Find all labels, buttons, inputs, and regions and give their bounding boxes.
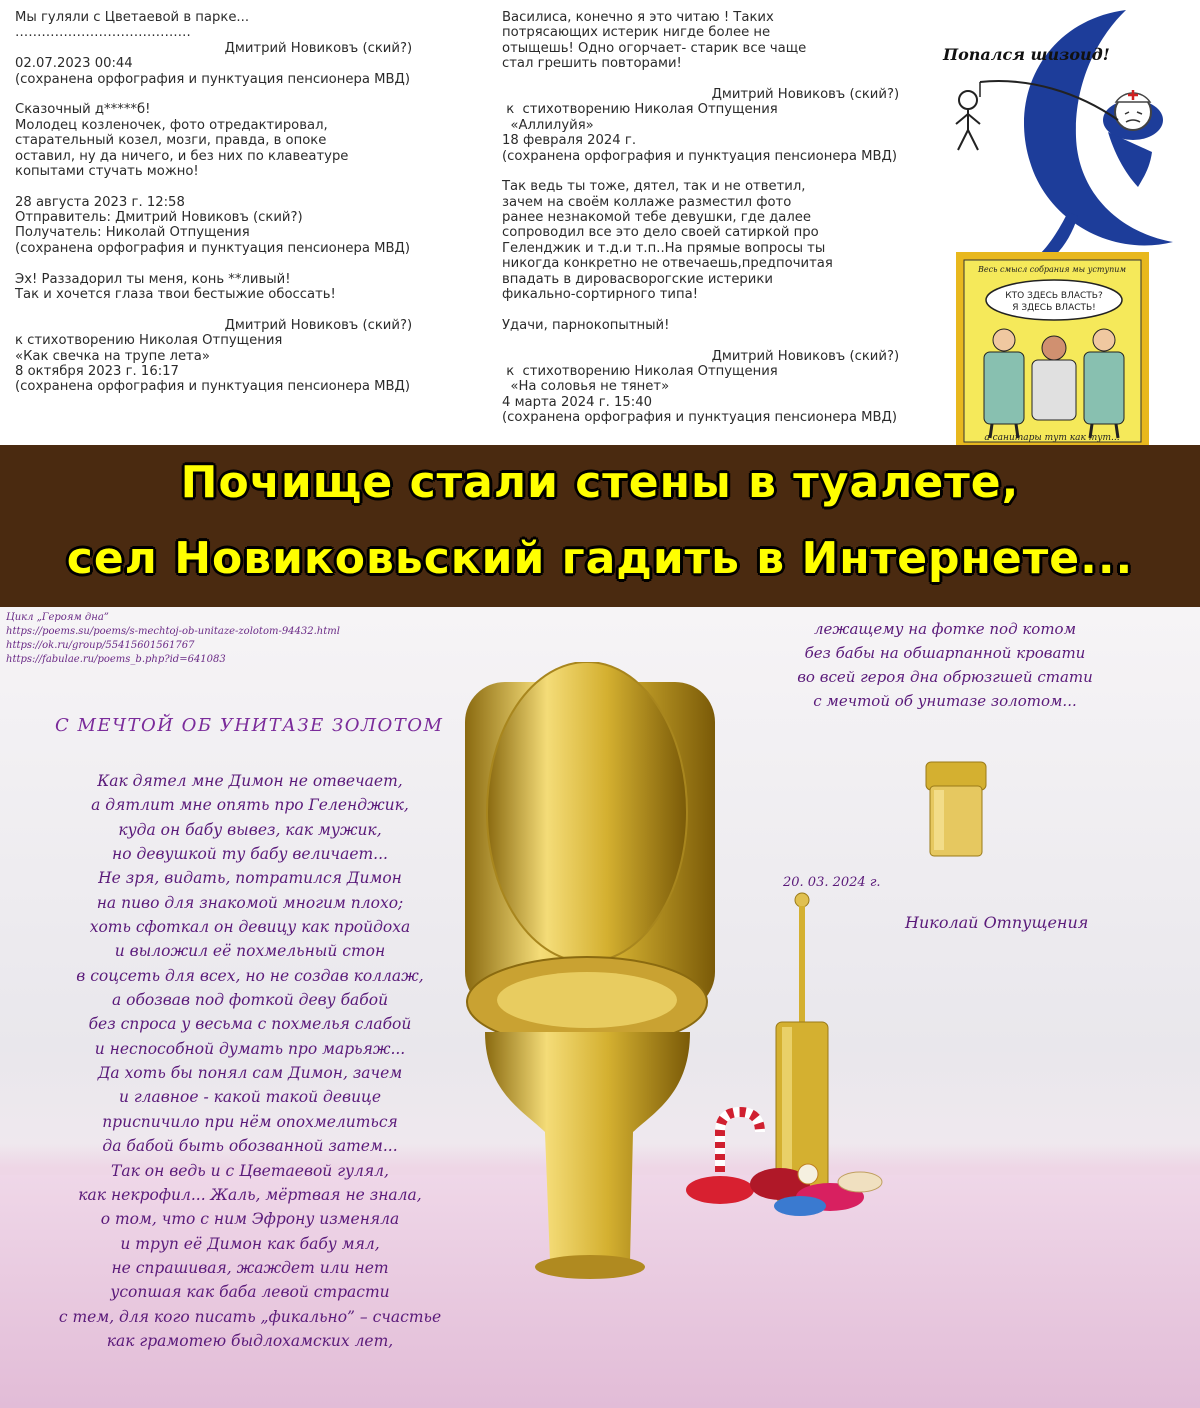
moon-fisherman-illustration — [938, 2, 1200, 260]
candies-icon — [680, 1102, 900, 1222]
poem-body — [10, 769, 490, 1353]
poem-line: с тем, для кого писать „фикально” – счастье — [58, 1307, 442, 1326]
poem-line: с мечтой об унитазе золотом... — [813, 692, 1077, 710]
comment-line: (сохранена орфография и пунктуация пенсионера МВД) — [502, 148, 898, 164]
cartoon-bubble-2: Я ЗДЕСЬ ВЛАСТЬ! — [1012, 303, 1096, 313]
comment-line: Геленджик и т.д.и т.п..На прямые вопросы ты — [502, 240, 826, 256]
comment-line: оставил, ну да ничего, и без них по клавеатуре — [15, 148, 349, 164]
comment-line: (сохранена орфография и пунктуация пенсионера МВД) — [15, 379, 411, 395]
comment-line: Отправитель: Дмитрий Новиковъ (ский?) — [15, 210, 303, 226]
comment-line: 02.07.2023 00:44 — [15, 56, 133, 72]
comment-line: 18 февраля 2024 г. — [502, 133, 637, 149]
comment-line: Сказочный д*****б! — [15, 102, 151, 118]
poem-line: не спрашивая, жаждет или нет — [111, 1258, 389, 1277]
comment-line: старательный козел, мозги, правда, в опоке — [15, 133, 327, 149]
poem-line: без спроса у весьма с похмелья слабой — [88, 1015, 412, 1034]
comment-line: Василиса, конечно я это читаю ! Таких — [502, 10, 774, 25]
poem-line: как грамотею быдлохамских лет, — [106, 1331, 394, 1350]
poem-line: да бабой быть обозванной затем... — [102, 1137, 398, 1156]
poem-line: как некрофил... Жаль, мёртвая не знала, — [78, 1185, 422, 1204]
poem-line: приспичило при нём опохмелиться — [102, 1112, 398, 1131]
comment-line: впадать в дировасворогские истерики — [502, 271, 773, 287]
poem-line: но девушкой ту бабу величает... — [112, 845, 388, 864]
poem-line: на пиво для знакомой многим плохо; — [96, 893, 404, 912]
cartoon-bottom-text: а санитары тут как тут... — [984, 433, 1120, 443]
link-line: Цикл „Героям дна” — [6, 612, 109, 623]
headline-banner — [0, 445, 1200, 607]
poem-line: и главное - какой такой девице — [118, 1088, 382, 1107]
comment-line — [502, 333, 932, 348]
poem-line: о том, что с ним Эфрону изменяла — [100, 1210, 400, 1229]
comment-line — [15, 179, 455, 194]
comment-line — [502, 302, 932, 317]
comment-line: Дмитрий Новиковъ (ский?) — [502, 86, 900, 102]
comment-line: …………………………………. — [15, 25, 191, 41]
comment-line: (сохранена орфография и пунктуация пенсионера МВД) — [15, 240, 411, 256]
poem-line: Не зря, видать, потратился Димон — [98, 869, 402, 888]
poem-line: Так он ведь и с Цветаевой гулял, — [111, 1161, 389, 1180]
comment-line: (сохранена орфография и пунктуация пенсионера МВД) — [502, 410, 898, 426]
comment-line: ранее незнакомой тебе девушки, где далее — [502, 210, 811, 226]
comment-line — [502, 164, 932, 179]
poem-title: С МЕЧТОЙ ОБ УНИТАЗЕ ЗОЛОТОМ — [55, 715, 444, 736]
poem-line: и неспособной думать про марьяж... — [94, 1039, 406, 1058]
toilet-paper-holder-icon — [922, 760, 990, 860]
comment-line: отыщешь! Одно огорчает- старик все чаще — [502, 40, 807, 56]
poem-line: а обозвав под фоткой деву бабой — [111, 991, 389, 1010]
comment-line: Удачи, парнокопытный! — [502, 317, 670, 333]
poem-line: лежащему на фотке под котом — [813, 620, 1077, 638]
poem-date: 20. 03. 2024 г. — [783, 875, 881, 890]
comment-line: Дмитрий Новиковъ (ский?) — [15, 40, 413, 56]
comment-line: сопроводил все это дело своей сатиркой про — [502, 225, 819, 241]
headline-line-2: сел Новиковьский гадить в Интернете... — [66, 533, 1134, 584]
comment-line: «Аллилуйя» — [502, 117, 594, 133]
poem-line: а дятлит мне опять про Геленджик, — [91, 796, 409, 815]
cartoon-bubble-1: КТО ЗДЕСЬ ВЛАСТЬ? — [1005, 291, 1103, 301]
comment-line — [15, 256, 455, 271]
poem-line: Как дятел мне Димон не отвечает, — [97, 772, 403, 790]
comment-line: Так ведь ты тоже, дятел, так и не ответил, — [502, 179, 806, 195]
comment-line: «Как свечка на трупе лета» — [15, 348, 210, 364]
left-comment-column — [15, 10, 455, 395]
comment-line: Дмитрий Новиковъ (ский?) — [502, 348, 900, 364]
comment-line — [15, 87, 455, 102]
comment-line: 4 марта 2024 г. 15:40 — [502, 394, 653, 410]
moon-caption: Попался шизоид! — [943, 45, 1110, 64]
comment-line: стал грешить повторами! — [502, 56, 682, 72]
headline-line-1: Почище стали стены в туалете, — [180, 457, 1020, 508]
link-line: https://ok.ru/group/55415601561767 — [6, 640, 195, 651]
poem-scene — [0, 607, 1200, 1408]
link-line: https://fabulae.ru/poems_b.php?id=641083 — [6, 654, 226, 665]
comment-line: к стихотворению Николая Отпущения — [502, 102, 778, 118]
comment-line: к стихотворению Николая Отпущения — [15, 333, 283, 349]
link-line: https://poems.su/poems/s-mechtoj-ob-unitaze-zolotom-94432.html — [6, 626, 340, 637]
poem-line: куда он бабу вывез, как мужик, — [118, 820, 382, 839]
comment-line: Эх! Раззадорил ты меня, конь **ливый! — [15, 271, 291, 287]
comment-line: Дмитрий Новиковъ (ский?) — [15, 317, 413, 333]
comment-line: Молодец козленочек, фото отредактировал, — [15, 117, 328, 133]
comment-line: никогда конкретно не отвечаешь,предпочитая — [502, 256, 833, 272]
poem-ending — [745, 617, 1145, 713]
poem-author: Николай Отпущения — [905, 913, 1089, 932]
comments-section — [0, 0, 1200, 445]
comment-line: фикально-сортирного типа! — [502, 287, 698, 303]
poem-line: усопшая как баба левой страсти — [110, 1283, 390, 1302]
comment-line: Так и хочется глаза твои бестыжие обоссать! — [15, 287, 336, 303]
poem-line: Да хоть бы понял сам Димон, зачем — [97, 1064, 403, 1083]
comment-line: потрясающих истерик нигде более не — [502, 25, 771, 41]
comment-line: копытами стучать можно! — [15, 163, 199, 179]
poem-line: и труп её Димон как бабу мял, — [120, 1234, 380, 1253]
comment-line: (сохранена орфография и пунктуация пенсионера МВД) — [15, 71, 411, 87]
comment-line — [502, 72, 932, 87]
cartoon-orderlies-illustration — [956, 252, 1149, 472]
poem-line: в соцсеть для всех, но не создав коллаж, — [76, 966, 424, 985]
poem-line: во всей героя дна обрюзгшей стати — [797, 668, 1093, 686]
comment-line: Мы гуляли с Цветаевой в парке... — [15, 10, 250, 25]
comment-line: 8 октября 2023 г. 16:17 — [15, 363, 179, 379]
comment-line: 28 августа 2023 г. 12:58 — [15, 194, 185, 210]
poem-line: хоть сфоткал он девицу как пройдоха — [89, 918, 411, 937]
poem-line: и выложил её похмельный стон — [114, 942, 386, 961]
links-block — [6, 611, 340, 667]
comment-line: зачем на своём коллаже разместил фото — [502, 194, 792, 210]
right-comment-column — [502, 10, 932, 426]
cartoon-top-text: Весь смысл собрания мы уступим — [977, 265, 1127, 274]
poem-line: без бабы на обшарпанной кровати — [804, 644, 1086, 662]
comment-line — [15, 302, 455, 317]
comment-line: «На соловья не тянет» — [502, 379, 670, 395]
comment-line: к стихотворению Николая Отпущения — [502, 363, 778, 379]
comment-line: Получатель: Николай Отпущения — [15, 225, 250, 241]
